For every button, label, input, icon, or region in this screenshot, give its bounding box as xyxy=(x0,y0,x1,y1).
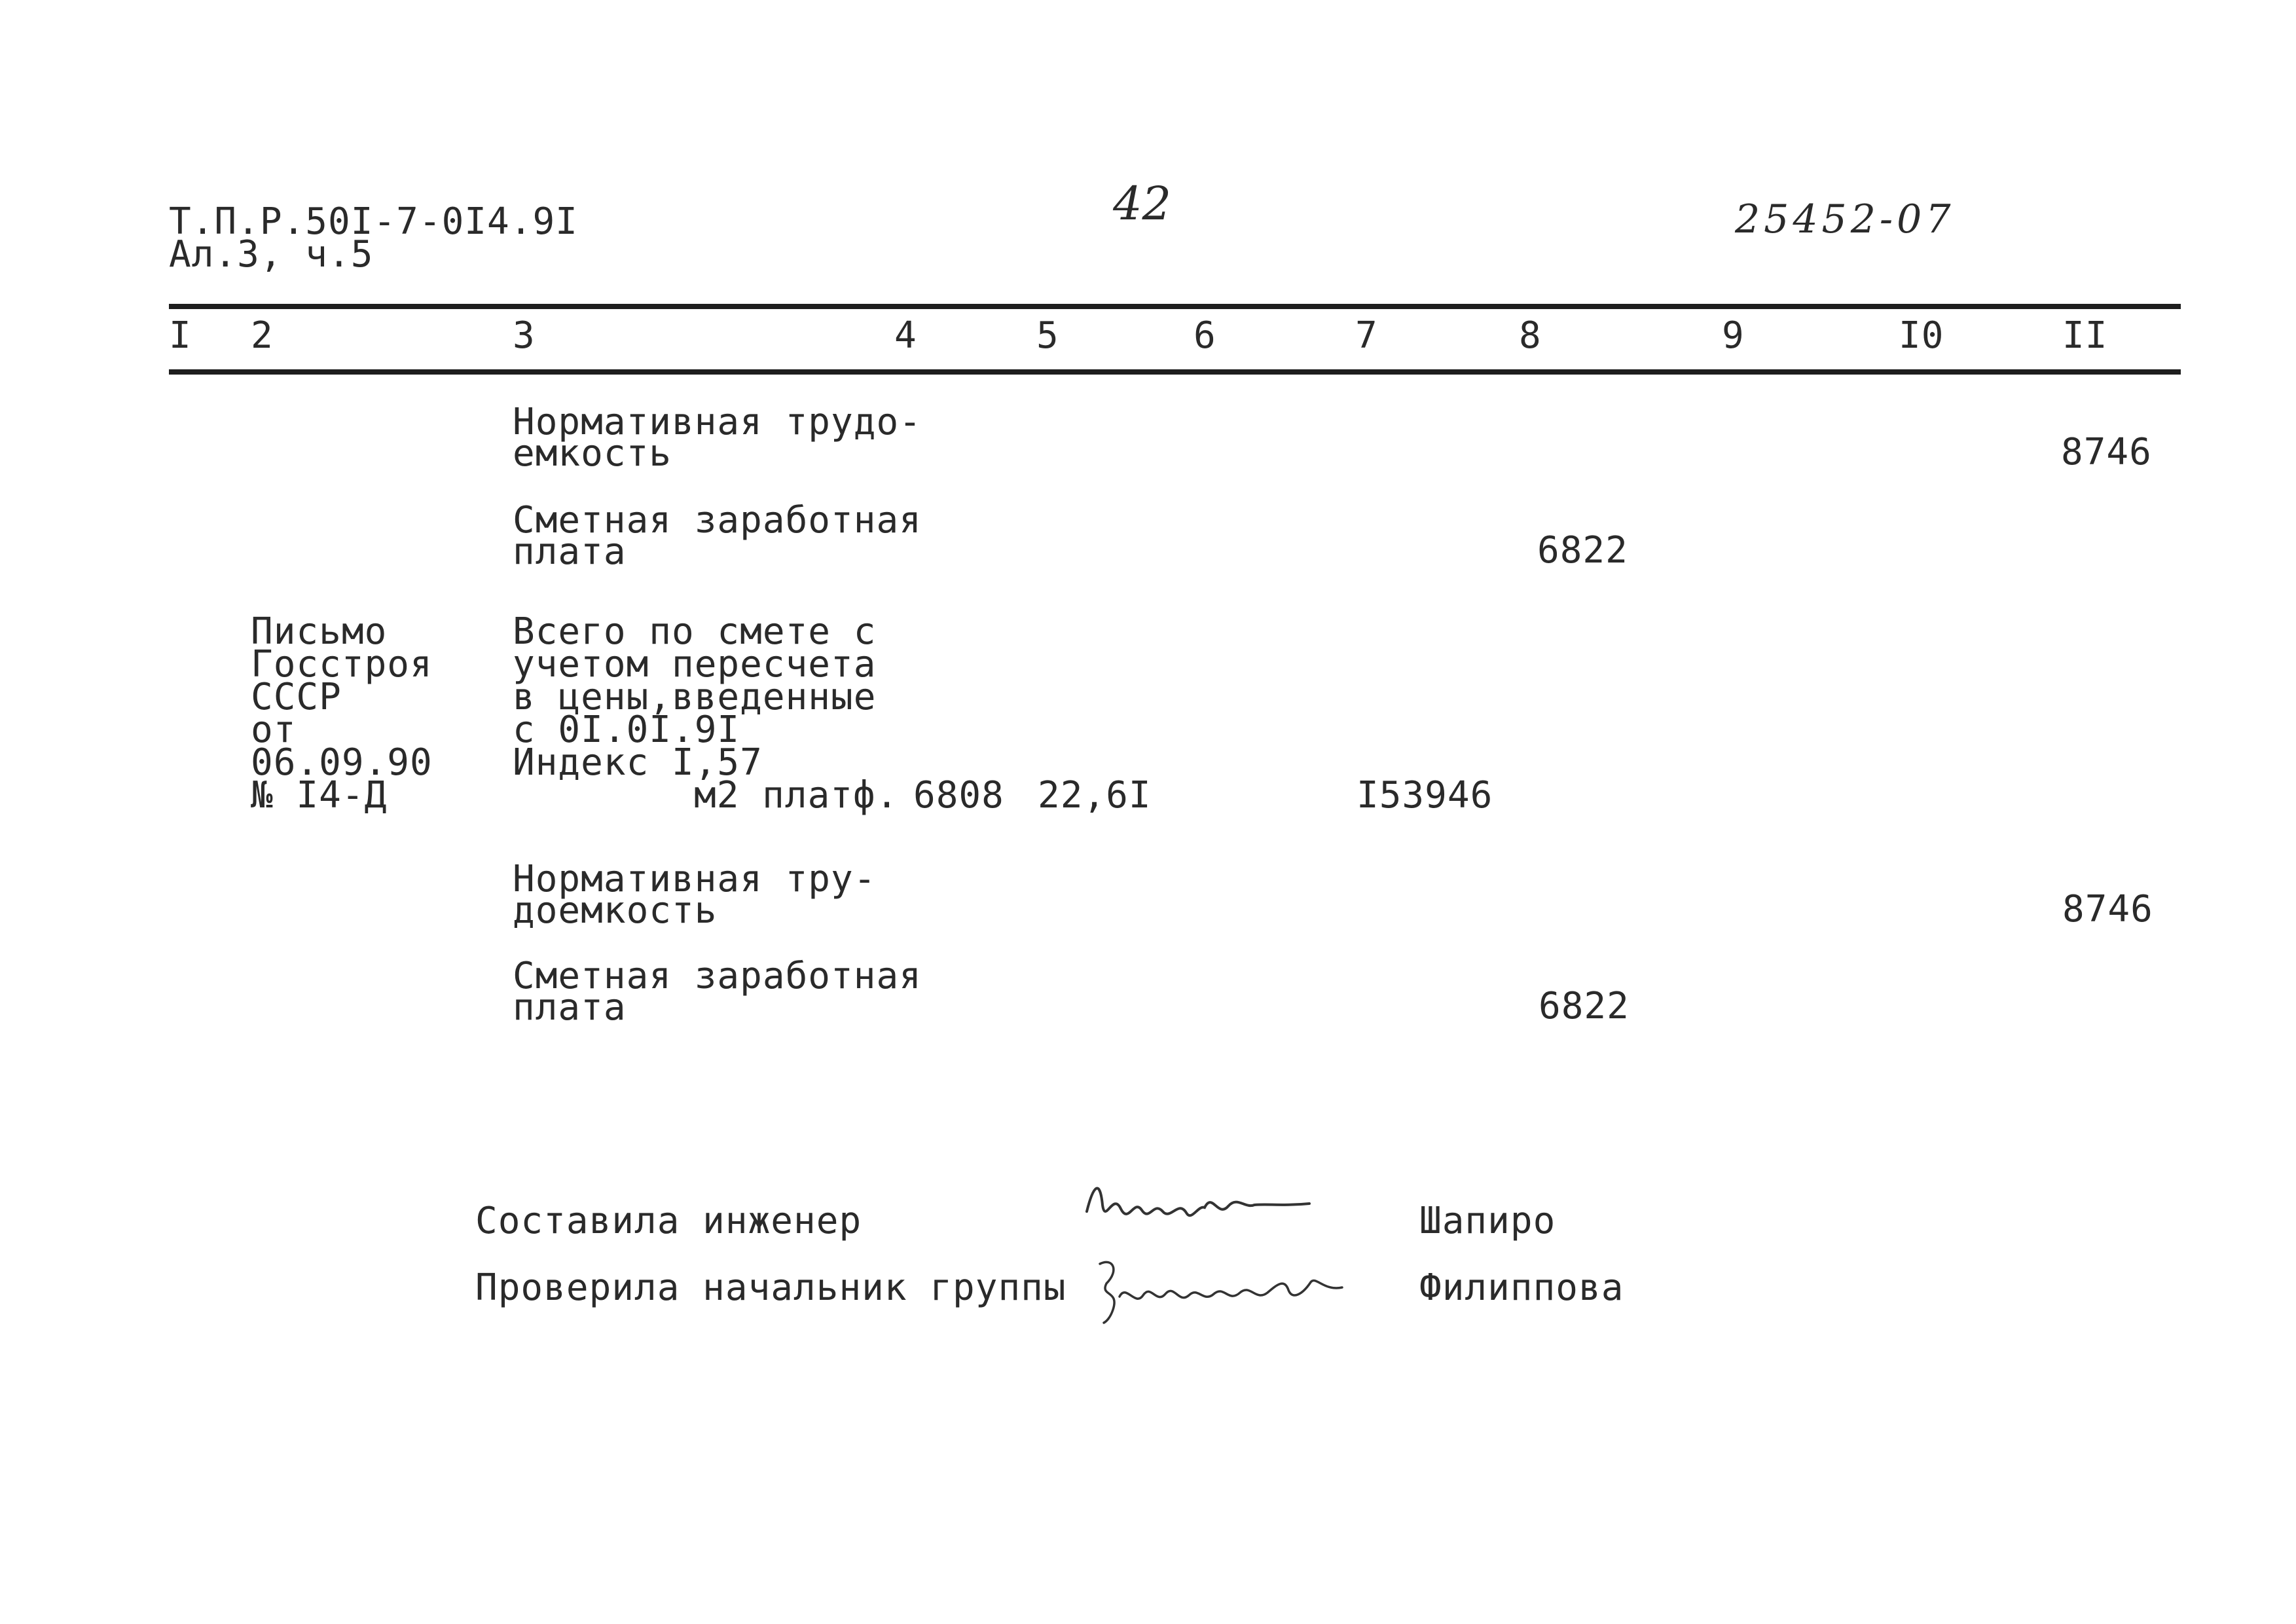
row-description: учетом пересчета xyxy=(513,643,877,686)
column-header-11: II xyxy=(2062,314,2108,357)
row-description: Всего по смете с xyxy=(513,610,877,653)
row-description: емкость xyxy=(513,432,672,475)
column-header-5: 5 xyxy=(1036,314,1059,357)
quantity-value: 6808 xyxy=(913,774,1004,817)
reference-letter: Госстроя xyxy=(251,643,433,686)
compiler-name: Шапиро xyxy=(1419,1200,1556,1242)
album-part: Ал.3, ч.5 xyxy=(169,233,374,276)
reference-letter: от xyxy=(251,709,297,751)
wages-value: 6822 xyxy=(1537,529,1628,572)
column-header-6: 6 xyxy=(1194,314,1216,357)
row-description: Нормативная трудо- xyxy=(513,401,922,443)
table-header-rule xyxy=(169,369,2181,375)
reference-letter: СССР xyxy=(251,676,342,718)
row-description: в цены,введенные xyxy=(513,676,877,718)
wages-value: 6822 xyxy=(1539,985,1630,1027)
column-header-7: 7 xyxy=(1355,314,1378,357)
compiler-role: Составила инженер xyxy=(475,1200,862,1242)
row-description: Индекс I,57 xyxy=(513,741,763,784)
page-number: 42 xyxy=(1113,177,1172,231)
reference-letter: Письмо xyxy=(251,610,388,653)
total-cost-value: I53946 xyxy=(1357,774,1493,817)
unit-of-measure: м2 платф. xyxy=(694,774,899,817)
column-header-3: 3 xyxy=(513,314,536,357)
row-description: Сметная заработная xyxy=(513,955,922,997)
registry-number: 25452-07 xyxy=(1735,196,1955,242)
row-description: Нормативная тру- xyxy=(513,858,877,900)
reference-letter: 06.09.90 xyxy=(251,741,433,784)
labor-intensity-value: 8746 xyxy=(2062,888,2153,931)
column-header-1: I xyxy=(169,314,192,357)
checker-signature xyxy=(1080,1244,1355,1329)
reference-letter: № I4-Д xyxy=(251,774,388,817)
column-header-4: 4 xyxy=(894,314,917,357)
checker-name: Филиппова xyxy=(1419,1266,1624,1309)
unit-price-value: 22,6I xyxy=(1038,774,1152,817)
table-top-rule xyxy=(169,304,2181,309)
checker-role: Проверила начальник группы xyxy=(475,1266,1066,1309)
row-description: Сметная заработная xyxy=(513,499,922,542)
document-code: Т.П.Р.50I-7-0I4.9I xyxy=(169,200,578,243)
row-description: плата xyxy=(513,530,627,573)
column-header-2: 2 xyxy=(251,314,274,357)
row-description: с 0I.0I.9I xyxy=(513,709,740,751)
compiler-signature xyxy=(1074,1166,1322,1244)
row-description: доемкость xyxy=(513,889,718,932)
column-header-8: 8 xyxy=(1519,314,1542,357)
labor-intensity-value: 8746 xyxy=(2061,431,2152,473)
column-header-10: I0 xyxy=(1899,314,1944,357)
column-header-9: 9 xyxy=(1722,314,1745,357)
row-description: плата xyxy=(513,986,627,1029)
